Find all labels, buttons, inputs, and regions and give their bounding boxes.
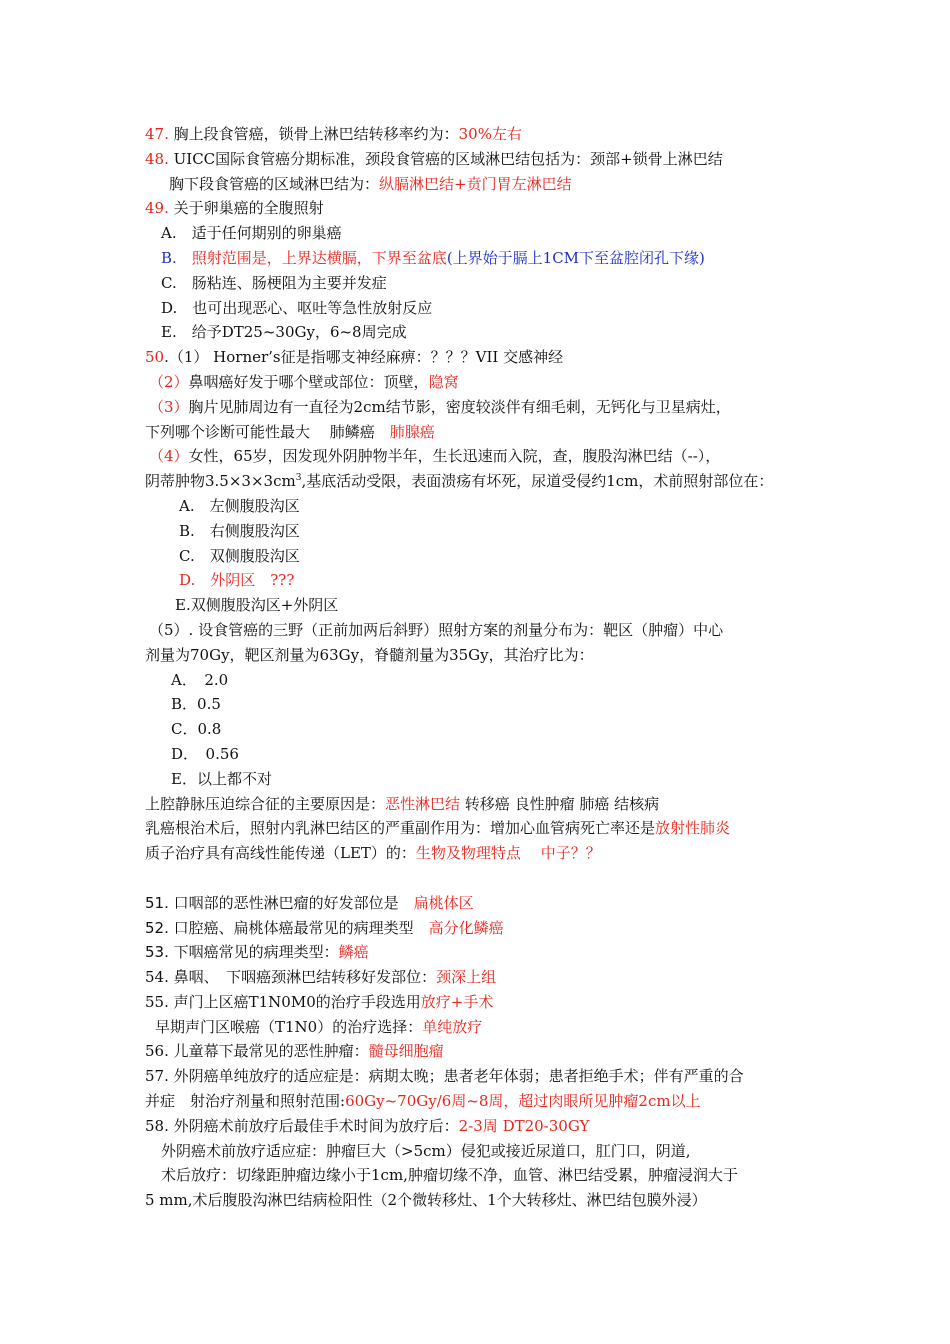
question-number: 47. [145, 125, 169, 143]
question-58-line3: 术后放疗：切缘距肿瘤边缘小于1cm,肿瘤切缘不净，血管、淋巴结受累，肿瘤浸润大于 [161, 1166, 738, 1185]
question-51 [145, 891, 825, 916]
option-b [145, 246, 825, 271]
proton-question [145, 841, 825, 866]
question-50-part5-line2: 剂量为70Gy，靶区剂量为63Gy，脊髓剂量为35Gy，其治疗比为： [145, 645, 594, 664]
question-text: 下咽癌常见的病理类型： [168, 943, 339, 962]
question-50-part4 [145, 444, 825, 469]
superscript: 3 [295, 473, 302, 484]
question-50-part3-line2 [145, 420, 825, 445]
svc-question [145, 792, 825, 817]
option-note: (上界始于膈上1CM下至盆腔闭孔下缘) [446, 248, 705, 267]
question-text: 乳癌根治术后，照射内乳淋巴结区的严重副作用为：增加心血管病死亡率还是 [145, 819, 656, 838]
question-text: ,基底活动受限，表面溃疡有坏死，尿道受侵约1cm，术前照射部位在： [301, 472, 774, 491]
option-c: C．0.8 [171, 720, 222, 739]
question-text: 质子治疗具有高线性能传递（LET）的： [145, 844, 416, 863]
option-text: 照射范围是，上界达横膈，下界至盆底 [176, 248, 447, 267]
question-text: 并症 射治疗剂量和照射范围: [145, 1092, 346, 1111]
question-58-line4: 5 mm,术后腹股沟淋巴结病检阳性（2个微转移灶、1个大转移灶、淋巴结包膜外浸） [145, 1191, 707, 1210]
answer-text: 扁桃体区 [413, 893, 474, 912]
question-57-line2 [145, 1089, 825, 1114]
question-text: 早期声门区喉癌（T1N0）的治疗选择： [155, 1017, 423, 1036]
answer-text: 纵膈淋巴结+贲门胃左淋巴结 [379, 174, 572, 193]
question-text: 胸上段食管癌，锁骨上淋巴结转移率约为： [168, 125, 459, 143]
answer-text: 生物及物理特点 中子？？ [415, 844, 601, 863]
option-label: B. [161, 248, 177, 267]
question-text: 56. 儿童幕下最常见的恶性肿瘤： [145, 1042, 369, 1061]
answer-text: 放射性肺炎 [655, 819, 731, 838]
question-text: 阴蒂肿物3.5×3×3cm [145, 472, 296, 491]
part-number: （4） [149, 447, 189, 466]
option-d: D. 也可出现恶心、呕吐等急性放射反应 [161, 298, 433, 317]
question-52 [145, 916, 825, 941]
answer-text: 颈深上组 [436, 968, 497, 987]
option-a: A． 2.0 [171, 670, 229, 689]
question-55 [145, 990, 825, 1015]
option-b: B．0.5 [171, 695, 221, 714]
question-55-line2 [145, 1015, 825, 1040]
question-text: 54. 鼻咽、 下咽癌颈淋巴结转移好发部位： [145, 968, 437, 987]
option-d: D． 0.56 [171, 744, 239, 763]
question-text: 55. 声门上区癌T1N0M0的治疗手段选用 [145, 992, 421, 1011]
breast-question [145, 816, 825, 841]
answer-text: 鳞癌 [338, 943, 369, 962]
question-number: 51. [145, 893, 169, 912]
question-text: 女性，65岁，因发现外阴肿物半年，生长迅速而入院，查，腹股沟淋巴结（--）， [188, 447, 721, 466]
question-50-part1 [145, 345, 825, 370]
question-number: 49. [145, 199, 169, 218]
question-58 [145, 1114, 825, 1139]
blank-line [145, 866, 825, 891]
question-54 [145, 965, 825, 990]
question-56 [145, 1039, 825, 1064]
answer-text: 30%左右 [458, 125, 522, 143]
question-50-part4-line2 [145, 469, 825, 494]
question-50-part2 [145, 370, 825, 395]
question-text: UICC国际食管癌分期标准，颈段食管癌的区域淋巴结包括为：颈部+锁骨上淋巴结 [168, 149, 723, 168]
question-number: 52. [145, 918, 169, 937]
question-58-line2: 外阴癌术前放疗适应症：肿瘤巨大（>5cm）侵犯或接近尿道口，肛门口，阴道, [161, 1141, 691, 1160]
question-text: 转移癌 良性肿瘤 肺癌 结核病 [460, 794, 660, 813]
option-a: A. 左侧腹股沟区 [179, 496, 300, 515]
question-text: 58. 外阴癌术前放疗后最佳手术时间为放疗后： [145, 1116, 459, 1135]
option-d: D. 外阴区 ??? [179, 571, 295, 590]
option-e: E. 给予DT25~30Gy，6~8周完成 [161, 323, 407, 342]
question-text: 胸片见肺周边有一直径为2cm结节影，密度较淡伴有细毛刺，无钙化与卫星病灶， [188, 397, 731, 416]
option-e: E.双侧腹股沟区+外阴区 [175, 596, 339, 615]
question-48-line2 [145, 172, 825, 197]
question-number: 53. [145, 943, 169, 962]
option-c: C. 肠粘连、肠梗阻为主要并发症 [161, 273, 387, 292]
question-53 [145, 940, 825, 965]
question-text: 下列哪个诊断可能性最大 肺鳞癌 [145, 422, 390, 441]
answer-text: 放疗+手术 [420, 992, 494, 1011]
answer-text: 恶性淋巴结 [385, 794, 461, 813]
question-text: 上腔静脉压迫综合征的主要原因是： [145, 794, 386, 813]
question-text: 胸下段食管癌的区域淋巴结为： [169, 174, 380, 193]
option-e: E．以上都不对 [171, 769, 272, 788]
question-50-part5: （5）. 设食管癌的三野（正前加两后斜野）照射方案的剂量分布为：靶区（肿瘤）中心 [149, 620, 724, 639]
answer-text: 单纯放疗 [422, 1017, 483, 1036]
option-c: C. 双侧腹股沟区 [179, 546, 300, 565]
question-48 [145, 147, 825, 172]
answer-text: 肺腺癌 [389, 422, 435, 441]
question-text: 口腔癌、扁桃体癌最常见的病理类型 [168, 918, 429, 937]
question-49 [145, 196, 825, 221]
question-number: 50 [145, 348, 165, 367]
question-text: 关于卵巢癌的全腹照射 [168, 199, 324, 218]
question-50-part3 [145, 395, 825, 420]
option-a: A. 适于任何期别的卵巢癌 [161, 224, 342, 243]
question-57: 57. 外阴癌单纯放疗的适应症是：病期太晚；患者老年体弱；患者拒绝手术；伴有严重的合 [145, 1067, 744, 1086]
answer-text: 高分化鳞癌 [428, 918, 504, 937]
answer-text: 2-3周 DT20-30GY [458, 1116, 590, 1135]
answer-text: 60Gy~70Gy/6周~8周，超过肉眼所见肿瘤2cm以上 [345, 1092, 701, 1111]
option-b: B. 右侧腹股沟区 [179, 521, 300, 540]
document-page [145, 122, 825, 1213]
part-number: （2） [149, 372, 189, 391]
question-text: 口咽部的恶性淋巴瘤的好发部位是 [168, 893, 414, 912]
question-47 [145, 122, 825, 147]
part-number: （3） [149, 397, 189, 416]
question-text: 鼻咽癌好发于哪个壁或部位：顶壁， [188, 372, 429, 391]
answer-text: 髓母细胞瘤 [368, 1042, 444, 1061]
answer-text: 隐窝 [428, 372, 459, 391]
question-number: 48. [145, 149, 169, 168]
question-text: .（1） Horner’s征是指哪支神经麻痹：？？？VII 交感神经 [164, 348, 564, 367]
